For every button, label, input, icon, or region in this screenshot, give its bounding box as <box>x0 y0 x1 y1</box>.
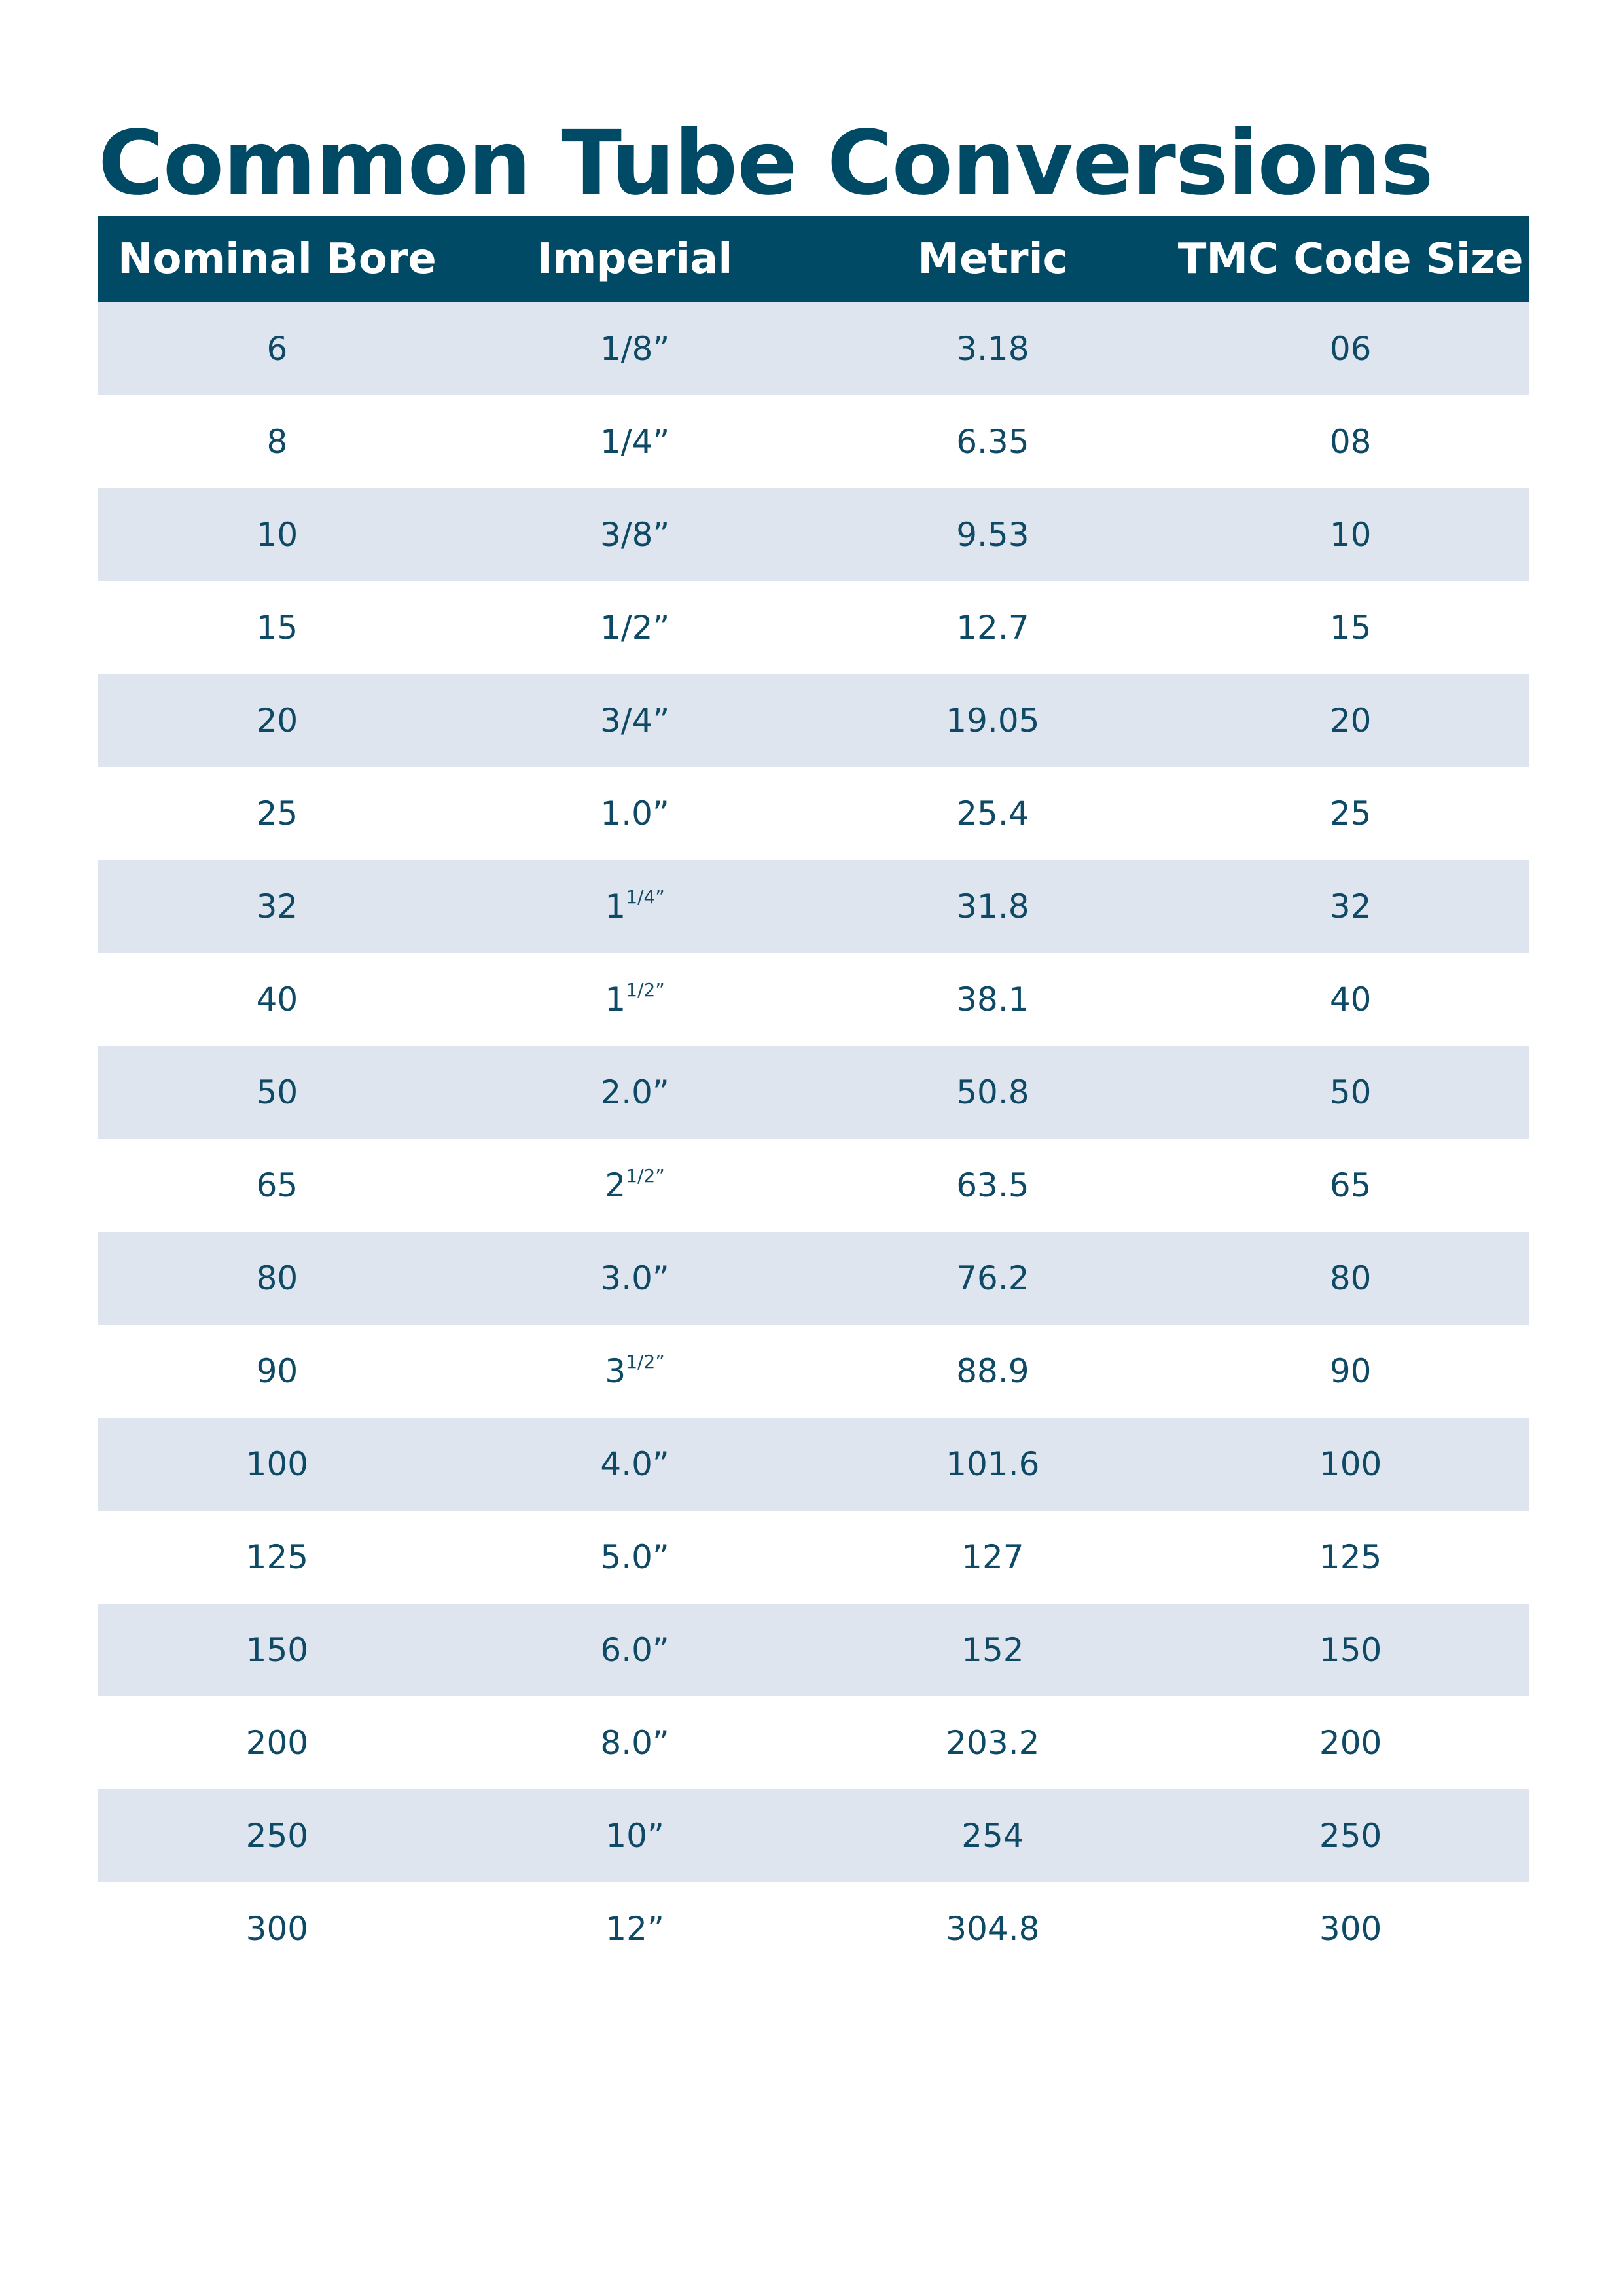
table-header-row <box>98 216 1529 302</box>
table-row <box>98 1418 1529 1511</box>
cell-imperial <box>456 767 814 860</box>
imperial-value: 1/2” <box>599 609 670 647</box>
header-nominal-bore: Nominal Bore <box>98 216 456 302</box>
cell-nominal-bore: 10 <box>98 488 456 581</box>
header-metric: Metric <box>814 216 1172 302</box>
cell-imperial <box>456 581 814 674</box>
cell-nominal-bore: 300 <box>245 1910 309 1948</box>
cell-nominal-bore: 40 <box>256 980 298 1018</box>
cell-imperial <box>456 1046 814 1139</box>
header-tmc-code-size: TMC Code Size <box>1171 216 1529 302</box>
cell-tmc-code-size: 25 <box>1329 795 1372 833</box>
cell-metric: 12.7 <box>956 609 1029 647</box>
imperial-value: 2.0” <box>600 1073 669 1111</box>
cell-metric: 152 <box>814 1604 1172 1696</box>
table-row <box>98 581 1529 674</box>
cell-nominal-bore: 200 <box>245 1724 309 1762</box>
imperial-value: 3/4” <box>599 702 670 740</box>
cell-imperial <box>456 674 814 767</box>
cell-imperial <box>456 1232 814 1325</box>
cell-tmc-code-size: 08 <box>1329 423 1372 461</box>
cell-nominal-bore: 15 <box>256 609 298 647</box>
imperial-value: 2 <box>605 1166 626 1204</box>
table-row <box>98 1696 1529 1789</box>
cell-metric: 50.8 <box>814 1046 1172 1139</box>
cell-nominal-bore: 20 <box>98 674 456 767</box>
cell-nominal-bore: 150 <box>98 1604 456 1696</box>
cell-imperial <box>456 1882 814 1975</box>
cell-imperial <box>456 302 814 395</box>
cell-nominal-bore: 8 <box>266 423 288 461</box>
cell-metric: 127 <box>961 1538 1024 1576</box>
table-row <box>98 1882 1529 1975</box>
table-row <box>98 674 1529 767</box>
cell-nominal-bore: 65 <box>256 1166 298 1204</box>
cell-metric: 19.05 <box>814 674 1172 767</box>
table-row <box>98 860 1529 953</box>
imperial-value: 1.0” <box>600 795 669 833</box>
imperial-fraction: 1/2” <box>626 1351 665 1372</box>
table-row <box>98 767 1529 860</box>
cell-tmc-code-size: 40 <box>1329 980 1372 1018</box>
cell-imperial <box>456 1418 814 1511</box>
cell-tmc-code-size: 65 <box>1329 1166 1372 1204</box>
imperial-value: 3.0” <box>600 1259 669 1297</box>
cell-tmc-code-size: 90 <box>1329 1352 1372 1390</box>
header-imperial: Imperial <box>456 216 814 302</box>
imperial-fraction: 1/4” <box>626 886 665 908</box>
cell-tmc-code-size: 10 <box>1171 488 1529 581</box>
table-row <box>98 1046 1529 1139</box>
imperial-value: 10” <box>605 1817 664 1855</box>
imperial-value: 5.0” <box>600 1538 669 1576</box>
cell-imperial <box>456 488 814 581</box>
table-row <box>98 488 1529 581</box>
cell-nominal-bore: 6 <box>98 302 456 395</box>
table-body <box>98 302 1529 1975</box>
cell-metric: 304.8 <box>946 1910 1040 1948</box>
cell-metric: 25.4 <box>956 795 1029 833</box>
cell-imperial <box>456 1696 814 1789</box>
cell-metric: 9.53 <box>814 488 1172 581</box>
cell-metric: 31.8 <box>814 860 1172 953</box>
table-row <box>98 1511 1529 1604</box>
cell-nominal-bore: 32 <box>98 860 456 953</box>
cell-imperial <box>456 860 814 953</box>
cell-metric: 88.9 <box>956 1352 1029 1390</box>
cell-tmc-code-size: 06 <box>1171 302 1529 395</box>
cell-nominal-bore: 250 <box>98 1789 456 1882</box>
cell-metric: 76.2 <box>814 1232 1172 1325</box>
table-row <box>98 1139 1529 1232</box>
imperial-value: 1/8” <box>599 330 670 368</box>
cell-metric: 38.1 <box>956 980 1029 1018</box>
imperial-value: 1 <box>605 980 626 1018</box>
imperial-value: 8.0” <box>600 1724 669 1762</box>
cell-imperial <box>456 395 814 488</box>
cell-metric: 101.6 <box>814 1418 1172 1511</box>
imperial-value: 3/8” <box>599 516 670 554</box>
cell-nominal-bore: 100 <box>98 1418 456 1511</box>
cell-nominal-bore: 90 <box>256 1352 298 1390</box>
imperial-value: 3 <box>605 1352 626 1390</box>
table-row <box>98 302 1529 395</box>
cell-imperial <box>456 1325 814 1418</box>
cell-imperial <box>456 1789 814 1882</box>
conversion-table <box>98 216 1529 1975</box>
table-row <box>98 1232 1529 1325</box>
cell-metric: 6.35 <box>956 423 1029 461</box>
imperial-value: 6.0” <box>600 1631 669 1669</box>
cell-tmc-code-size: 15 <box>1329 609 1372 647</box>
table-row <box>98 1325 1529 1418</box>
cell-tmc-code-size: 80 <box>1171 1232 1529 1325</box>
cell-tmc-code-size: 20 <box>1171 674 1529 767</box>
cell-imperial <box>456 953 814 1046</box>
imperial-fraction: 1/2” <box>626 1165 665 1187</box>
cell-metric: 254 <box>814 1789 1172 1882</box>
cell-tmc-code-size: 250 <box>1171 1789 1529 1882</box>
cell-imperial <box>456 1604 814 1696</box>
table-row <box>98 395 1529 488</box>
cell-nominal-bore: 50 <box>98 1046 456 1139</box>
table-row <box>98 1604 1529 1696</box>
imperial-value: 1/4” <box>599 423 670 461</box>
cell-metric: 63.5 <box>956 1166 1029 1204</box>
imperial-value: 12” <box>605 1910 664 1948</box>
cell-nominal-bore: 125 <box>245 1538 309 1576</box>
cell-tmc-code-size: 200 <box>1319 1724 1382 1762</box>
table-row <box>98 1789 1529 1882</box>
table-row <box>98 953 1529 1046</box>
imperial-value: 1 <box>605 888 626 925</box>
cell-tmc-code-size: 50 <box>1171 1046 1529 1139</box>
page-title: Common Tube Conversions <box>98 112 1433 215</box>
imperial-fraction: 1/2” <box>626 979 665 1001</box>
cell-metric: 203.2 <box>946 1724 1040 1762</box>
cell-nominal-bore: 25 <box>256 795 298 833</box>
cell-tmc-code-size: 150 <box>1171 1604 1529 1696</box>
cell-metric: 3.18 <box>814 302 1172 395</box>
cell-imperial <box>456 1139 814 1232</box>
cell-nominal-bore: 80 <box>98 1232 456 1325</box>
cell-tmc-code-size: 300 <box>1319 1910 1382 1948</box>
cell-imperial <box>456 1511 814 1604</box>
cell-tmc-code-size: 125 <box>1319 1538 1382 1576</box>
cell-tmc-code-size: 32 <box>1171 860 1529 953</box>
imperial-value: 4.0” <box>600 1445 669 1483</box>
cell-tmc-code-size: 100 <box>1171 1418 1529 1511</box>
